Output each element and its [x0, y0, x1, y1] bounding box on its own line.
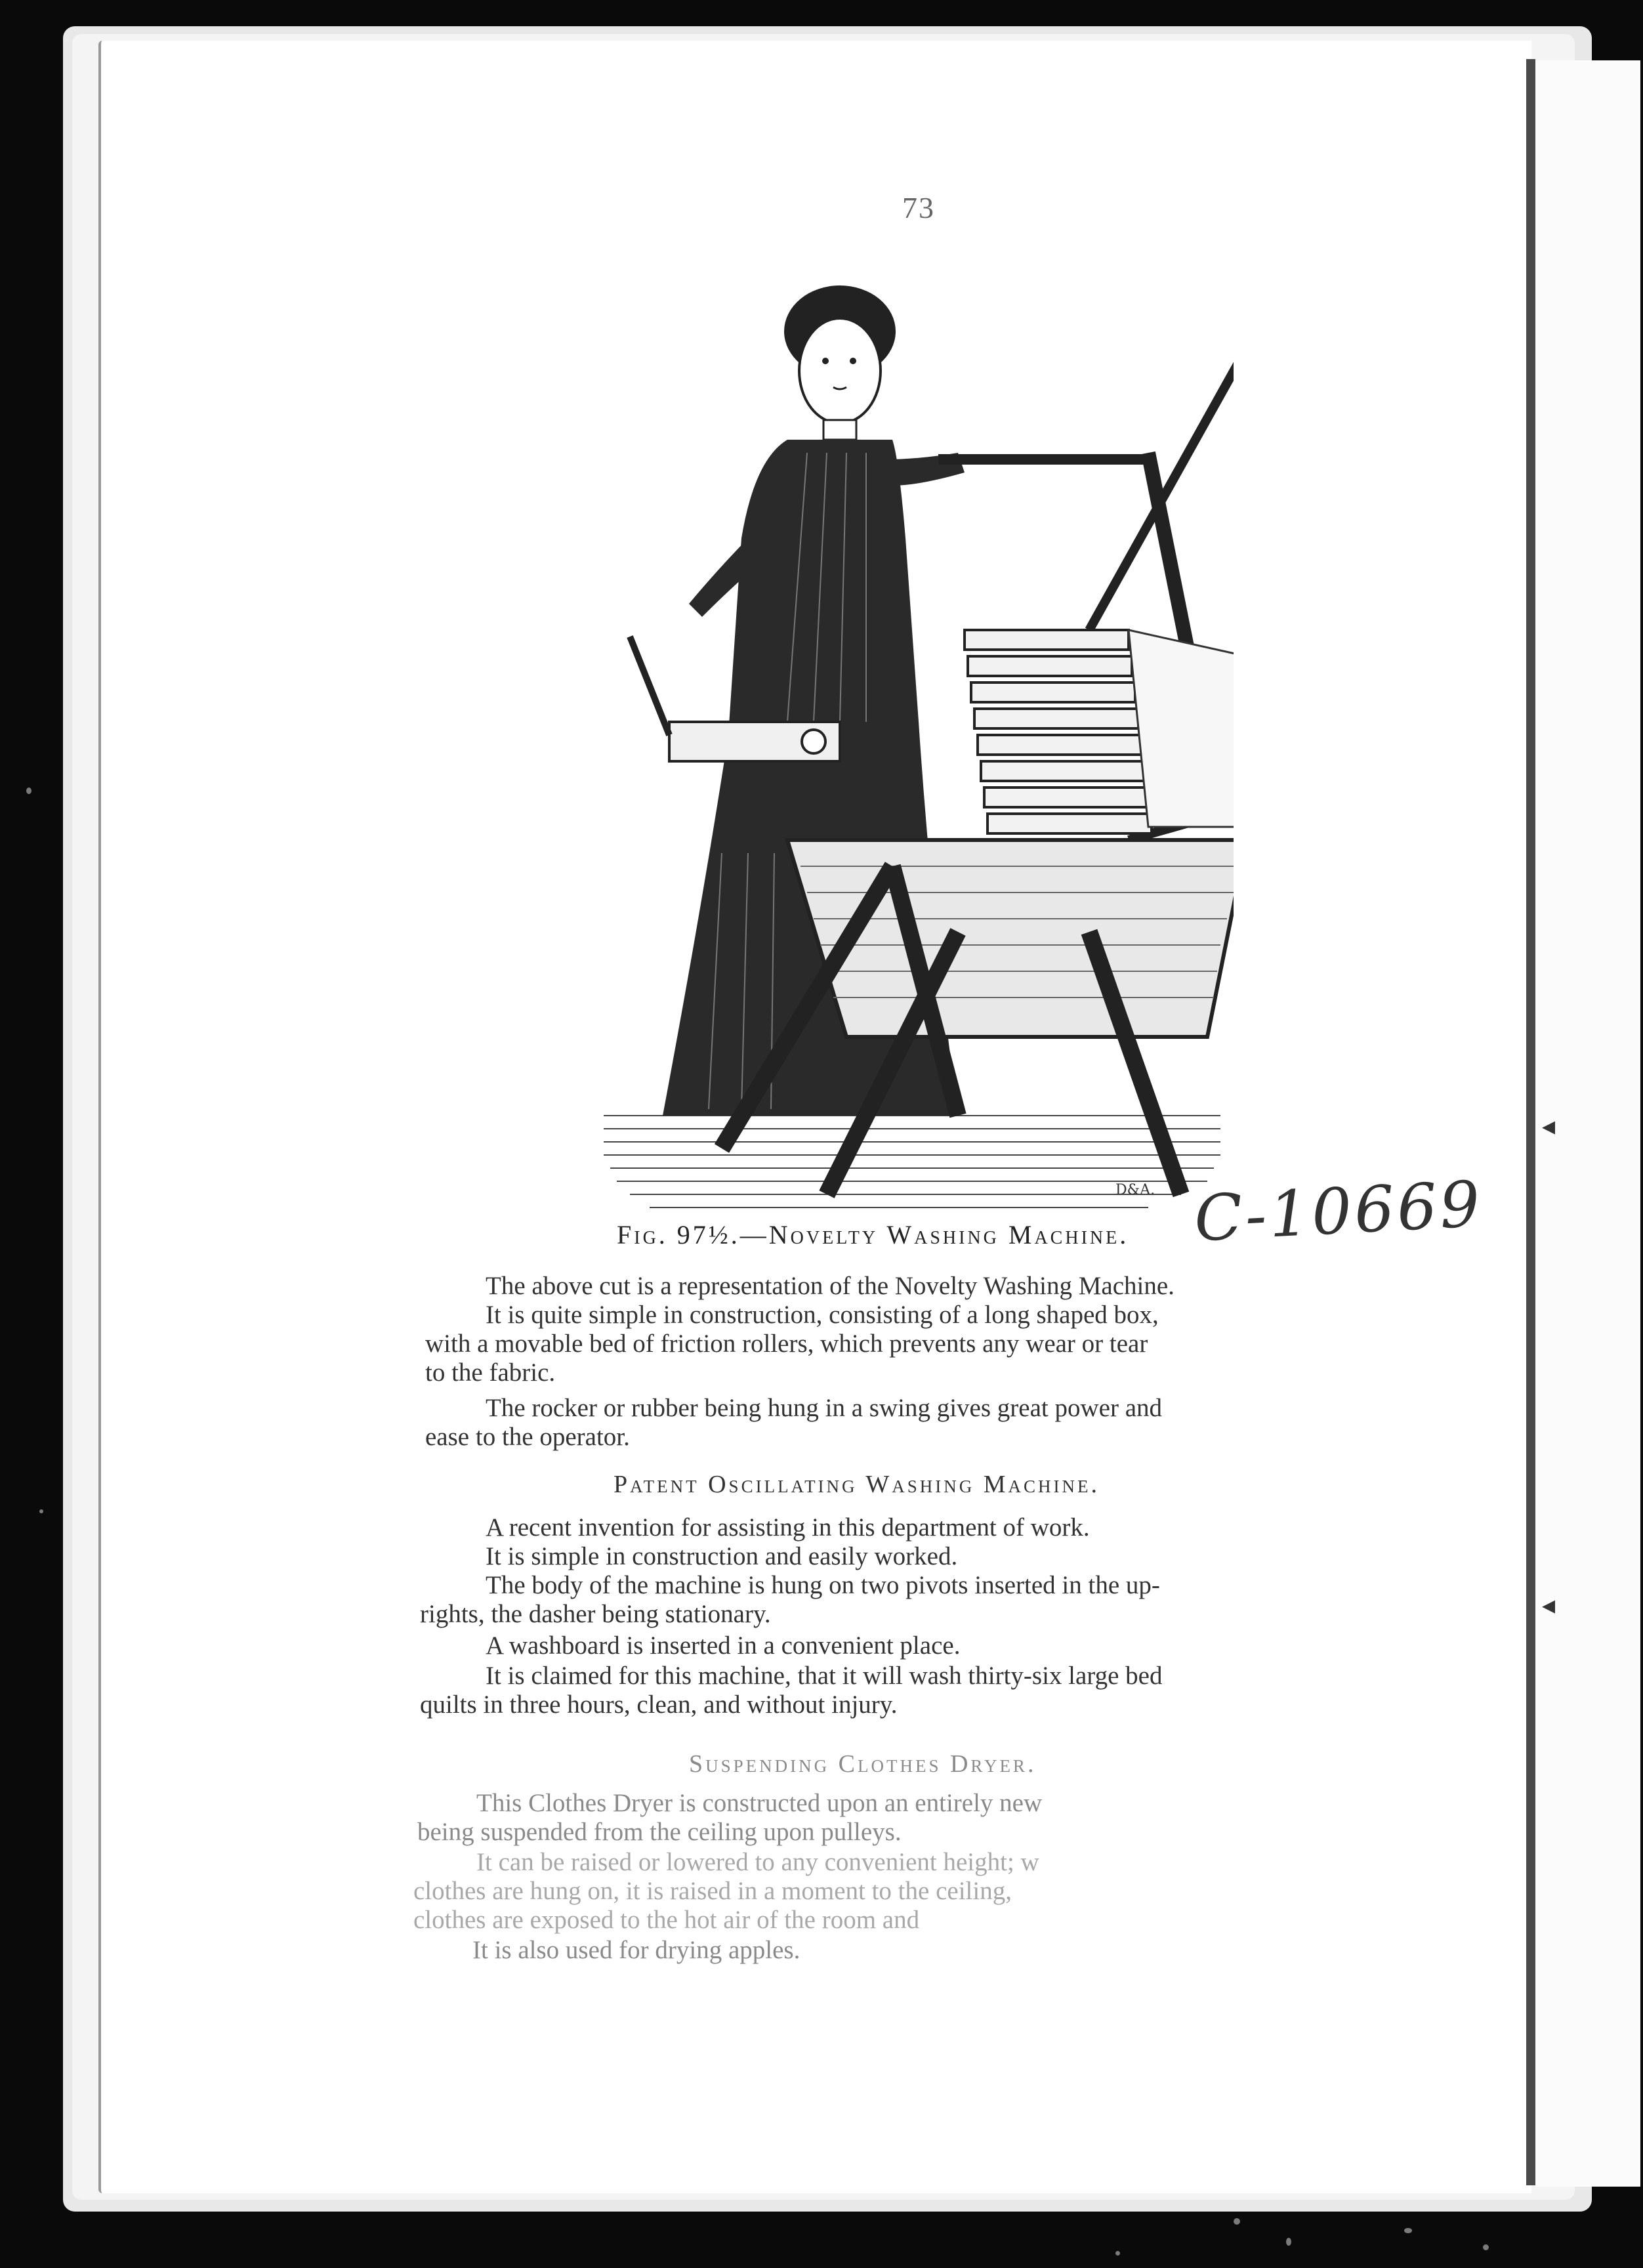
paragraph-line: quilts in three hours, clean, and without injury. [420, 1690, 898, 1719]
paragraph-line: being suspended from the ceiling upon pulleys. [417, 1818, 902, 1846]
facing-page [1535, 60, 1640, 2187]
handwritten-annotation: C-10669 [1192, 1167, 1484, 1256]
paragraph-line: It is also used for drying apples. [472, 1936, 801, 1964]
paragraph-line: The rocker or rubber being hung in a swing gives great power and [486, 1394, 1163, 1422]
paragraph-line: It can be raised or lowered to any convenient height; w [476, 1848, 1039, 1876]
figure-caption: Fig. 97½.—Novelty Washing Machine. [617, 1220, 1129, 1250]
margin-mark: ◂ [1542, 1111, 1556, 1141]
paragraph-line: clothes are hung on, it is raised in a moment to the ceiling, [413, 1877, 1012, 1905]
paragraph-line: This Clothes Dryer is constructed upon an entirely new [476, 1789, 1043, 1817]
book-gutter [1526, 59, 1535, 2185]
section-heading: Suspending Clothes Dryer. [689, 1750, 1037, 1778]
paragraph-line: to the fabric. [425, 1358, 556, 1387]
page-number: 73 [902, 191, 935, 224]
paragraph-line: It is claimed for this machine, that it will wash thirty-six large bed [486, 1662, 1163, 1690]
paragraph-line: It is quite simple in construction, consisting of a long shaped box, [486, 1301, 1159, 1329]
paragraph-line: The body of the machine is hung on two pivots inserted in the up- [486, 1571, 1160, 1599]
paragraph-line: rights, the dasher being stationary. [420, 1600, 771, 1628]
engraver-signature: D&A. [1115, 1182, 1155, 1198]
paragraph-line: with a movable bed of friction rollers, which prevents any wear or tear [425, 1330, 1148, 1358]
washing-machine-illustration [591, 262, 1234, 1221]
paragraph-line: A recent invention for assisting in this department of work. [486, 1513, 1090, 1542]
paragraph-line: clothes are exposed to the hot air of the room and [413, 1906, 920, 1934]
paragraph-line: The above cut is a representation of the Novelty Washing Machine. [486, 1272, 1175, 1300]
section-heading: Patent Oscillating Washing Machine. [614, 1471, 1100, 1498]
margin-mark: ◂ [1542, 1590, 1556, 1620]
paragraph-line: It is simple in construction and easily worked. [486, 1542, 958, 1570]
paragraph-line: A washboard is inserted in a convenient place. [486, 1631, 961, 1660]
paragraph-line: ease to the operator. [425, 1423, 630, 1451]
